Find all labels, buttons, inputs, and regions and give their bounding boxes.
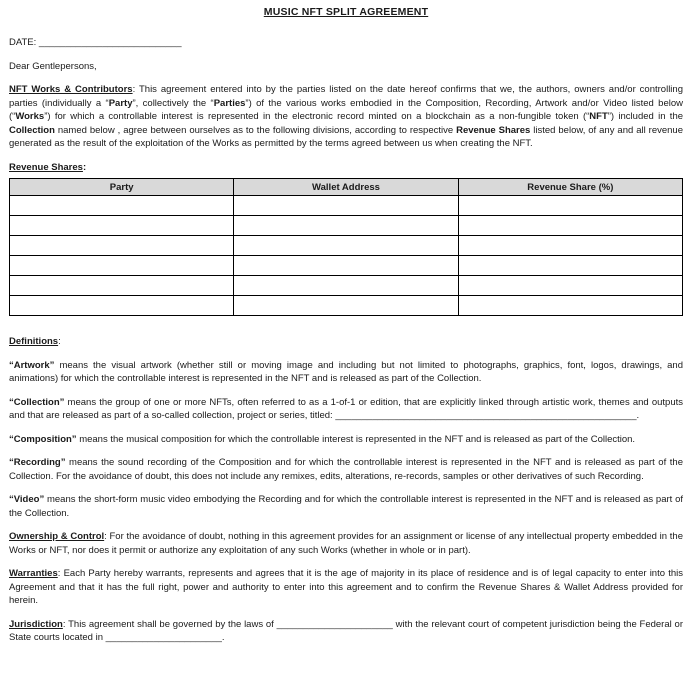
text-segment: . [221, 632, 225, 643]
text-segment: with the relevant court of competent jurisdiction being the Federal or State courts located in [9, 618, 683, 643]
fill-blank[interactable]: ______________________ [276, 618, 393, 630]
definition-artwork [9, 359, 683, 386]
definitions-heading [9, 335, 683, 349]
definition-composition [9, 433, 683, 447]
text-segment: . [636, 410, 640, 421]
table-cell[interactable] [234, 196, 458, 216]
document-title: MUSIC NFT SPLIT AGREEMENT [263, 6, 429, 18]
text-segment: “Recording” [9, 457, 66, 468]
table-cell[interactable] [458, 256, 682, 276]
fill-blank[interactable]: ______________________ [105, 632, 222, 643]
text-segment: named below , agree between ourselves as to the following divisions, according to respective [54, 124, 457, 136]
text-segment: Party [108, 97, 133, 109]
text-segment: ”) for which a controllable interest is represented in the electronic record minted on a blockchain as a non-fungible token (“ [44, 111, 590, 122]
text-segment: means the musical composition for which the controllable interest is represented in the NFT and is released as part of the Collection. [76, 433, 636, 445]
table-cell[interactable] [458, 236, 682, 256]
table-row [10, 256, 683, 276]
warranties-paragraph [9, 567, 683, 608]
text-segment: NFT Works & Contributors [9, 84, 133, 95]
date-blank[interactable]: ___________________________ [38, 37, 182, 48]
ownership-paragraph [9, 530, 683, 557]
table-cell[interactable] [458, 196, 682, 216]
revenue-shares-heading [9, 161, 683, 175]
text-segment: : This agreement shall be governed by the laws of [62, 618, 277, 630]
text-segment: Revenue Shares [456, 124, 531, 136]
text-segment: Definitions [9, 336, 59, 347]
text-segment: Works [15, 111, 45, 122]
text-segment: means the sound recording of the Composition and for which the controllable interest is represented in the NFT and is released as part of the Collection. For the avoidance of doubt, this does not include any remixes, edits, alterations, re-records, samples or other derivatives of such Recording. [9, 457, 683, 482]
text-segment: ”) included in the [607, 111, 684, 122]
table-cell[interactable] [10, 236, 234, 256]
text-segment: Warranties [9, 568, 58, 579]
table-cell[interactable] [234, 256, 458, 276]
text-segment: : For the avoidance of doubt, nothing in this agreement provides for an assignment or license of any intellectual property embedded in the Works or NFT, nor does it permit or authorize any exploitation of any such Works (whether in whole or in part). [9, 531, 683, 556]
table-body [10, 196, 683, 316]
date-line [9, 36, 683, 50]
text-segment: Revenue Shares [9, 161, 83, 173]
table-cell[interactable] [234, 236, 458, 256]
text-segment: ”, collectively the “ [132, 97, 214, 109]
table-cell[interactable] [10, 296, 234, 316]
table-row [10, 276, 683, 296]
text-segment: Parties [213, 97, 246, 109]
jurisdiction-paragraph [9, 618, 683, 645]
table-row [10, 296, 683, 316]
intro-paragraph [9, 83, 683, 151]
definition-video [9, 493, 683, 520]
text-segment: “Composition” [9, 433, 77, 445]
table-cell[interactable] [10, 216, 234, 236]
text-segment: listed below, of any and all revenue generated as the result of the exploitation of the Works as permitted by the terms agreed between us when creating the NFT. [9, 124, 683, 149]
text-segment: Ownership & Control [9, 531, 105, 542]
text-segment: “Video” [9, 494, 45, 505]
text-segment: : [58, 336, 61, 347]
text-segment: “Artwork” [9, 359, 55, 371]
text-segment: “Collection” [9, 396, 65, 408]
text-segment: ”) of the various works embodied in the Composition, Recording, Artwork and/or Video listed below (“ [9, 97, 683, 122]
definition-collection [9, 396, 683, 423]
table-header-cell: Party [10, 179, 234, 196]
text-segment: Jurisdiction [9, 618, 63, 630]
table-cell[interactable] [234, 296, 458, 316]
salutation: Dear Gentlepersons, [9, 60, 97, 72]
text-segment: NFT [589, 111, 608, 122]
table-cell[interactable] [10, 196, 234, 216]
table-header-cell: Revenue Share (%) [458, 179, 682, 196]
table-header-row [10, 179, 683, 196]
table-header-cell: Wallet Address [234, 179, 458, 196]
text-segment: means the visual artwork (whether still or moving image and including but not limited to photographs, graphics, font, logos, drawings, and animations) for which the controllable interest is represented in the NFT and is released as part of the Collection. [9, 359, 683, 384]
text-segment: : Each Party hereby warrants, represents and agrees that it is the age of majority in its place of residence and is of legal capacity to enter into this Agreement and that it has the full right, power and authority to enter into this agreement and to confirm the Revenue Shares & Wallet Address provided for herein. [9, 568, 683, 606]
fill-blank[interactable]: _________________________________________________________ [335, 410, 637, 421]
table-cell[interactable] [458, 216, 682, 236]
table-cell[interactable] [234, 216, 458, 236]
table-cell[interactable] [10, 256, 234, 276]
text-segment: : [82, 161, 87, 173]
table-cell[interactable] [458, 276, 682, 296]
table-cell[interactable] [458, 296, 682, 316]
table-cell[interactable] [10, 276, 234, 296]
date-label: DATE: [9, 37, 39, 48]
table-row [10, 196, 683, 216]
text-segment: means the short-form music video embodying the Recording and for which the controllable interest is represented in the NFT and is released as part of the Collection. [9, 494, 683, 519]
table-cell[interactable] [234, 276, 458, 296]
definition-recording [9, 456, 683, 483]
table-row [10, 216, 683, 236]
text-segment: Collection [9, 124, 55, 136]
text-segment: : This agreement entered into by the parties listed on the date hereof confirms that we, the authors, owners and/or controlling parties (individually a “ [9, 84, 683, 109]
revenue-shares-table [9, 178, 683, 316]
text-segment: means the group of one or more NFTs, often referred to as a 1-of-1 or edition, that are explicitly linked through artistic work, themes and outputs and that are released as part of a so-called collection, project or series, titled: [9, 396, 683, 421]
table-row [10, 236, 683, 256]
